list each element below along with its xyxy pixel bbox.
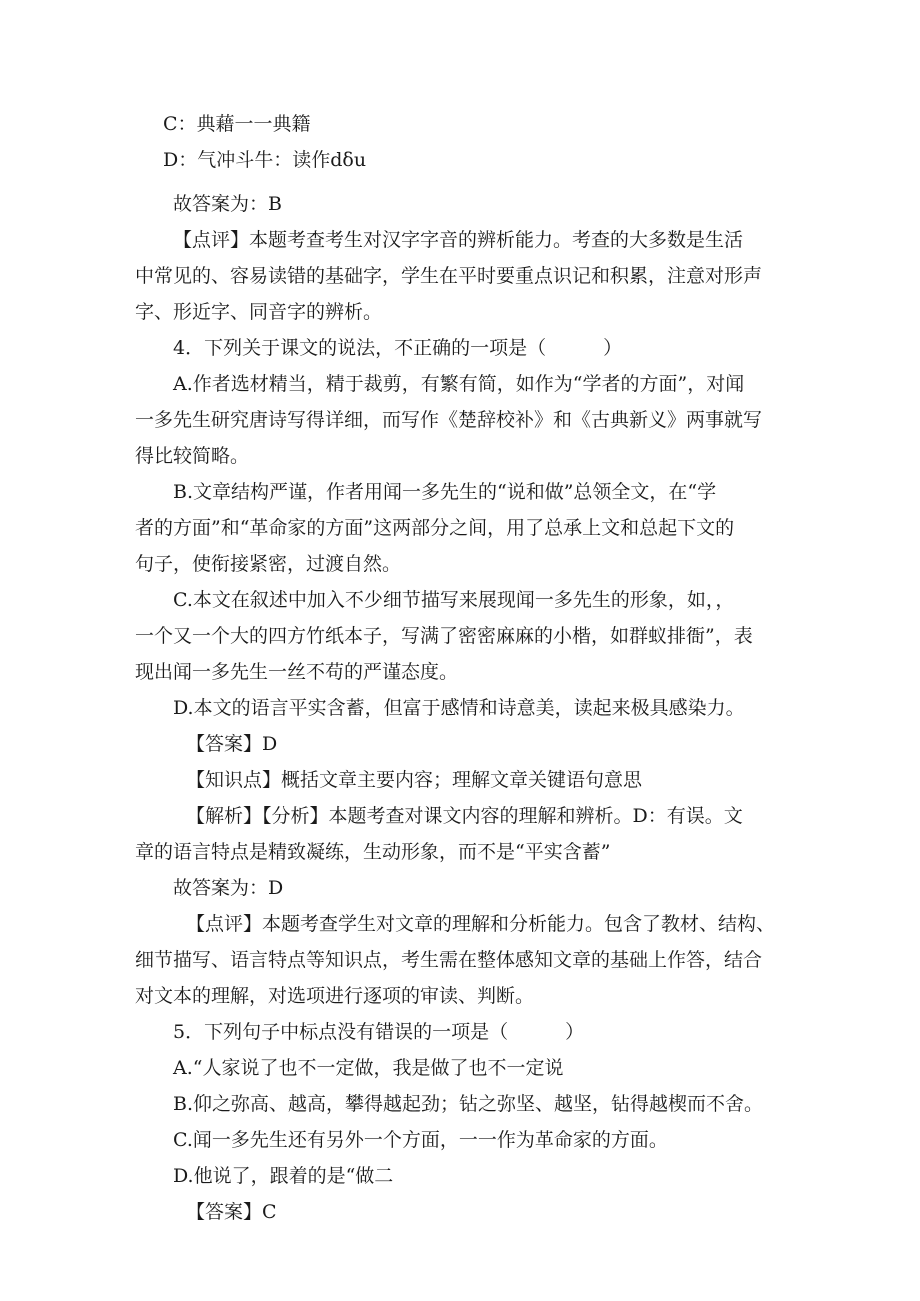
text: D.他说了，跟着的是“做二 — [173, 1165, 394, 1187]
text: 故答案为：D — [173, 877, 284, 899]
text: 得比较简略。 — [135, 445, 250, 467]
text-line — [0, 906, 920, 942]
text-line — [0, 1050, 920, 1086]
text-line — [0, 438, 920, 474]
text: 对文本的理解，对选项进行逐项的审读、判断。 — [135, 985, 535, 1007]
text: B.文章结构严谨，作者用闻一多先生的“说和做”总领全文，在“学 — [173, 481, 717, 503]
text-line — [0, 1086, 920, 1122]
text-line — [0, 618, 920, 654]
text-line — [0, 1158, 920, 1194]
text-line — [0, 474, 920, 510]
text-line — [0, 582, 920, 618]
text: 【点评】本题考查学生对文章的理解和分析能力。包含了教材、结构、 — [186, 913, 776, 935]
text: C：典藉一一典籍 — [163, 113, 311, 135]
text: C.本文在叙述中加入不少细节描写来展现闻一多先生的形象，如，， — [173, 589, 735, 611]
text: 句子，使衔接紧密，过渡自然。 — [135, 553, 402, 575]
text: 一个又一个大的四方竹纸本子，写满了密密麻麻的小楷，如群蚁排衙”，表 — [135, 625, 753, 647]
text-line — [0, 726, 920, 762]
text: A.“人家说了也不一定做，我是做了也不一定说 — [173, 1057, 564, 1079]
text-line — [0, 942, 920, 978]
text: 【解析】【分析】本题考查对课文内容的理解和辨析。D：有误。文 — [186, 805, 743, 827]
text-line — [0, 142, 920, 178]
text: 5．下列句子中标点没有错误的一项是（ ） — [173, 1021, 585, 1043]
text: 细节描写、语言特点等知识点，考生需在整体感知文章的基础上作答，结合 — [135, 949, 763, 971]
text-line — [0, 258, 920, 294]
text: 字、形近字、同音字的辨析。 — [135, 301, 383, 323]
text: D.本文的语言平实含蓄，但富于感情和诗意美，读起来极具感染力。 — [173, 697, 745, 719]
text-line — [0, 510, 920, 546]
text-line — [0, 222, 920, 258]
text-line — [0, 762, 920, 798]
text: 【答案】D — [186, 733, 278, 755]
text-line — [0, 186, 920, 222]
text: B.仰之弥高、越高，攀得越起劲；钻之弥坚、越坚，钻得越楔而不舍。 — [173, 1093, 764, 1115]
text-line — [0, 978, 920, 1014]
text-line — [0, 294, 920, 330]
text-line — [0, 546, 920, 582]
text-line — [0, 798, 920, 834]
text-line — [0, 834, 920, 870]
text: C.闻一多先生还有另外一个方面，一一作为革命家的方面。 — [173, 1129, 668, 1151]
text: 4．下列关于课文的说法，不正确的一项是（ ） — [173, 337, 623, 359]
text: 【答案】C — [186, 1201, 277, 1223]
text-line — [0, 366, 920, 402]
text: A.作者选材精当，精于裁剪，有繁有简，如作为“学者的方面”，对闻 — [173, 373, 745, 395]
text: 【点评】本题考查考生对汉字字音的辨析能力。考查的大多数是生活 — [173, 229, 744, 251]
text-line — [0, 870, 920, 906]
text: 【知识点】概括文章主要内容；理解文章关键语句意思 — [186, 769, 643, 791]
text-line — [0, 1194, 920, 1230]
text-line — [0, 402, 920, 438]
text: 章的语言特点是精致凝练，生动形象，而不是“平实含蓄” — [135, 841, 611, 863]
text-line — [0, 1014, 920, 1050]
text-line — [0, 690, 920, 726]
text: 一多先生研究唐诗写得详细，而写作《楚辞校补》和《古典新义》两事就写 — [135, 409, 763, 431]
text-line — [0, 330, 920, 366]
text-line — [0, 106, 920, 142]
text-line — [0, 654, 920, 690]
text: 者的方面”和“革命家的方面”这两部分之间，用了总承上文和总起下文的 — [135, 517, 735, 539]
text: 现出闻一多先生一丝不苟的严谨态度。 — [135, 661, 459, 683]
text-line — [0, 1122, 920, 1158]
text: 中常见的、容易读错的基础字，学生在平时要重点识记和积累，注意对形声 — [135, 265, 763, 287]
text: D：气冲斗牛：读作dδu — [163, 149, 367, 171]
text: 故答案为：B — [173, 193, 282, 215]
